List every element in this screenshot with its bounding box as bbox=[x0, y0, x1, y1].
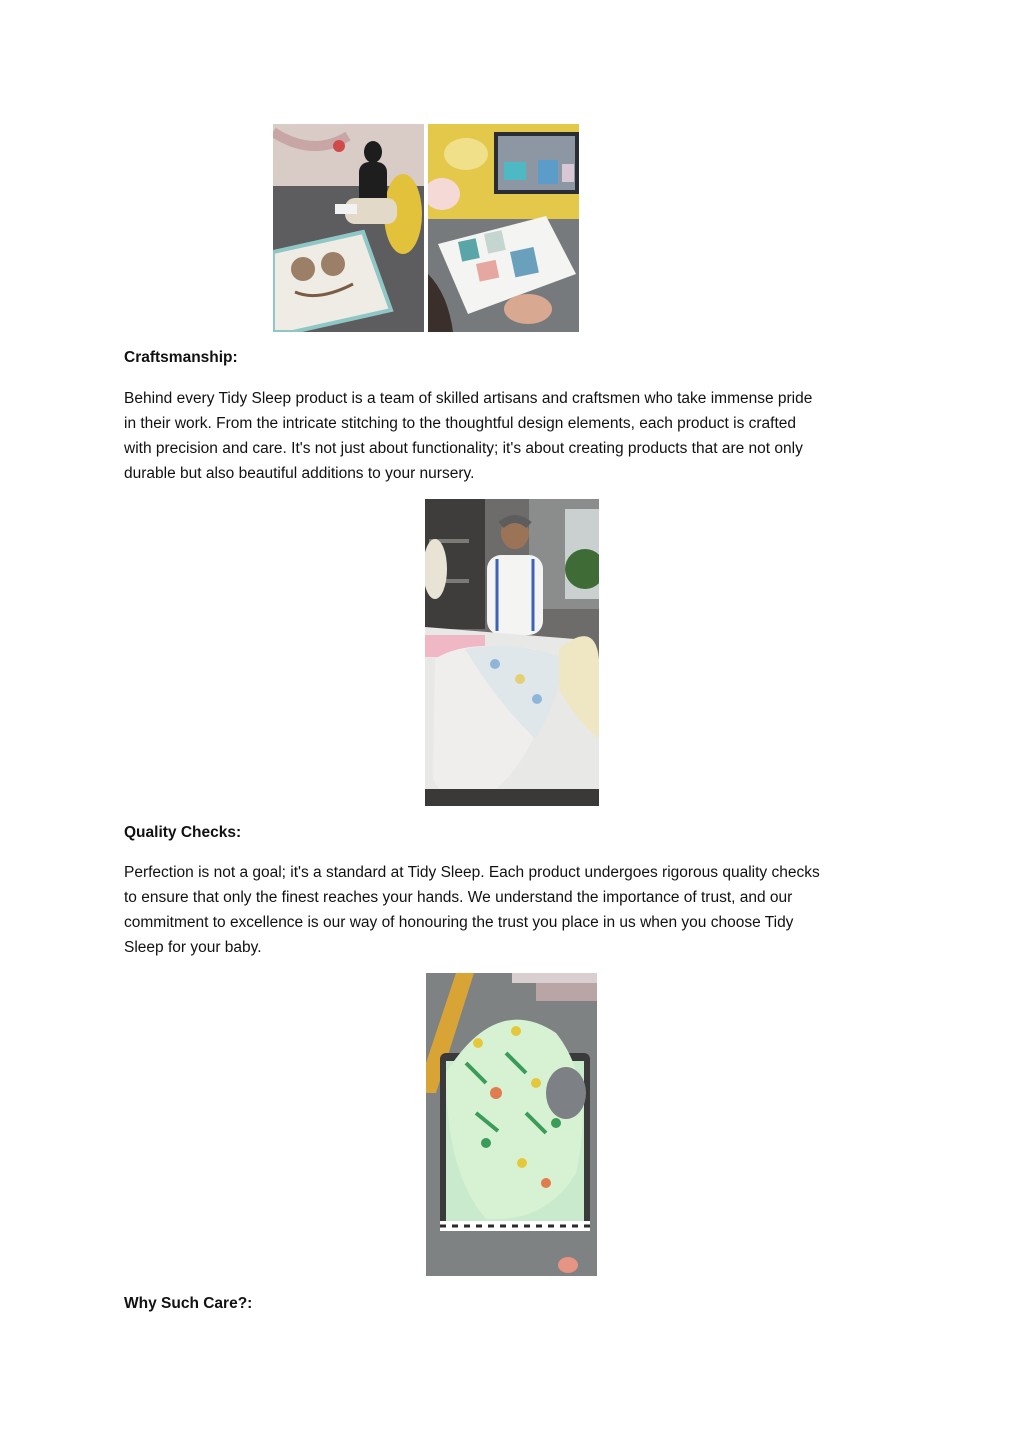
photo-design-desk bbox=[428, 124, 579, 332]
paragraph-line: to ensure that only the finest reaches your hands. We understand the importance of trust, and our bbox=[124, 889, 793, 906]
heading-quality-checks: Quality Checks: bbox=[124, 824, 242, 841]
heading-why-such-care: Why Such Care?: bbox=[124, 1295, 253, 1312]
heading-craftsmanship: Craftsmanship: bbox=[124, 349, 238, 366]
paragraph-craftsmanship bbox=[124, 386, 914, 486]
paragraph-line: Sleep for your baby. bbox=[124, 939, 262, 956]
paragraph-line: commitment to excellence is our way of honouring the trust you place in us when you choose Tidy bbox=[124, 914, 794, 931]
paragraph-line: durable but also beautiful additions to your nursery. bbox=[124, 465, 475, 482]
photo-craftsman bbox=[425, 499, 599, 806]
paragraph-quality-checks bbox=[124, 860, 914, 960]
paragraph-line: with precision and care. It's not just about functionality; it's about creating products that are not only bbox=[124, 440, 803, 457]
photo-quality-check bbox=[426, 973, 597, 1276]
paragraph-line: Behind every Tidy Sleep product is a team of skilled artisans and craftsmen who take immense pride bbox=[124, 390, 813, 407]
paragraph-line: Perfection is not a goal; it's a standard at Tidy Sleep. Each product undergoes rigorous quality checks bbox=[124, 864, 820, 881]
photo-designer-floor bbox=[273, 124, 424, 332]
paragraph-line: in their work. From the intricate stitching to the thoughtful design elements, each product is crafted bbox=[124, 415, 797, 432]
